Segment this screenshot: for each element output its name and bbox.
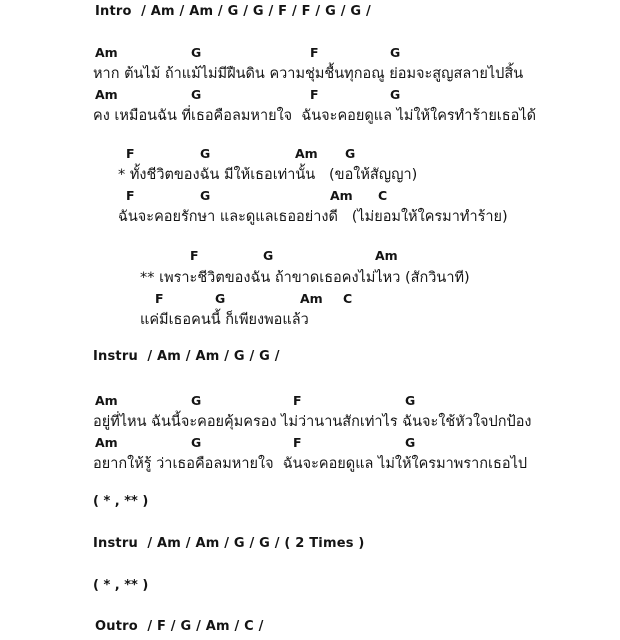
- chord-g: G: [405, 393, 416, 408]
- chord-row-verse2-line2: [0, 435, 620, 451]
- section-outro: [95, 619, 264, 634]
- section-intro: [95, 4, 371, 19]
- lyric-chorus2-line1: ** เพราะชีวิตของฉัน ถ้าขาดเธอคงไม่ไหว (สักวินาที): [140, 270, 470, 286]
- section-instru-1: [93, 349, 280, 364]
- chord-g: G: [405, 435, 416, 450]
- chord-am: Am: [95, 87, 118, 102]
- chord-row-verse2-line1: [0, 393, 620, 409]
- repeat-marker-first: ( * , ** ): [93, 494, 149, 509]
- chord-f: F: [126, 146, 135, 161]
- chord-g: G: [191, 45, 202, 60]
- chord-am: Am: [330, 188, 353, 203]
- section-instru-2: [93, 536, 365, 551]
- section-instru-1-bars: / Am / Am / G / G /: [147, 349, 280, 364]
- chord-am: Am: [300, 291, 323, 306]
- chord-g: G: [191, 435, 202, 450]
- chord-g: G: [215, 291, 226, 306]
- chord-row-chorus1-line1: [0, 146, 620, 162]
- chord-row-chorus2-line1: [0, 248, 620, 264]
- chord-g: G: [191, 87, 202, 102]
- section-instru-1-label: Instru: [93, 349, 138, 364]
- chord-g: G: [200, 146, 211, 161]
- section-instru-2-label: Instru: [93, 536, 138, 551]
- chord-am: Am: [375, 248, 398, 263]
- repeat-marker-second: ( * , ** ): [93, 578, 149, 593]
- chord-c: C: [378, 188, 388, 203]
- chord-f: F: [293, 393, 302, 408]
- lyric-chorus1-line2: ฉันจะคอยรักษา และดูแลเธออย่างดี (ไม่ยอมให้ใครมาทำร้าย): [118, 209, 508, 225]
- chord-am: Am: [95, 435, 118, 450]
- section-outro-bars: / F / G / Am / C /: [147, 619, 264, 634]
- chord-f: F: [310, 87, 319, 102]
- section-instru-2-bars: / Am / Am / G / G / ( 2 Times ): [147, 536, 365, 551]
- chord-am: Am: [95, 45, 118, 60]
- chord-row-chorus2-line2: [0, 291, 620, 307]
- chord-f: F: [126, 188, 135, 203]
- chord-g: G: [345, 146, 356, 161]
- lyric-chorus2-line2: แค่มีเธอคนนี้ ก็เพียงพอแล้ว: [140, 312, 309, 328]
- lyric-verse2-line1: อยู่ที่ไหน ฉันนี้จะคอยคุ้มครอง ไม่ว่านานสักเท่าไร ฉันจะใช้หัวใจปกป้อง: [93, 414, 532, 430]
- chord-g: G: [390, 87, 401, 102]
- chord-am: Am: [95, 393, 118, 408]
- section-intro-bars: / Am / Am / G / G / F / F / G / G /: [141, 4, 371, 19]
- chord-g: G: [200, 188, 211, 203]
- chord-f: F: [190, 248, 199, 263]
- chord-row-verse1-line2: [0, 87, 620, 103]
- chord-g: G: [390, 45, 401, 60]
- chord-g: G: [191, 393, 202, 408]
- chord-row-verse1-line1: [0, 45, 620, 61]
- chord-row-chorus1-line2: [0, 188, 620, 204]
- chord-f: F: [310, 45, 319, 60]
- section-intro-label: Intro: [95, 4, 132, 19]
- section-outro-label: Outro: [95, 619, 138, 634]
- lyric-chorus1-line1: * ทั้งชีวิตของฉัน มีให้เธอเท่านั้น (ขอให้สัญญา): [118, 167, 418, 183]
- chord-g: G: [263, 248, 274, 263]
- lyric-verse1-line1: หาก ต้นไม้ ถ้าแม้ไม่มีฝืนดิน ความชุ่มชื้นทุกอณู ย่อมจะสูญสลายไปสิ้น: [93, 66, 524, 82]
- chord-am: Am: [295, 146, 318, 161]
- chord-c: C: [343, 291, 353, 306]
- chord-f: F: [293, 435, 302, 450]
- lyric-verse1-line2: คง เหมือนฉัน ที่เธอคือลมหายใจ ฉันจะคอยดูแล ไม่ให้ใครทำร้ายเธอได้: [93, 108, 537, 124]
- lyric-verse2-line2: อยากให้รู้ ว่าเธอคือลมหายใจ ฉันจะคอยดูแล ไม่ให้ใครมาพรากเธอไป: [93, 456, 528, 472]
- chord-f: F: [155, 291, 164, 306]
